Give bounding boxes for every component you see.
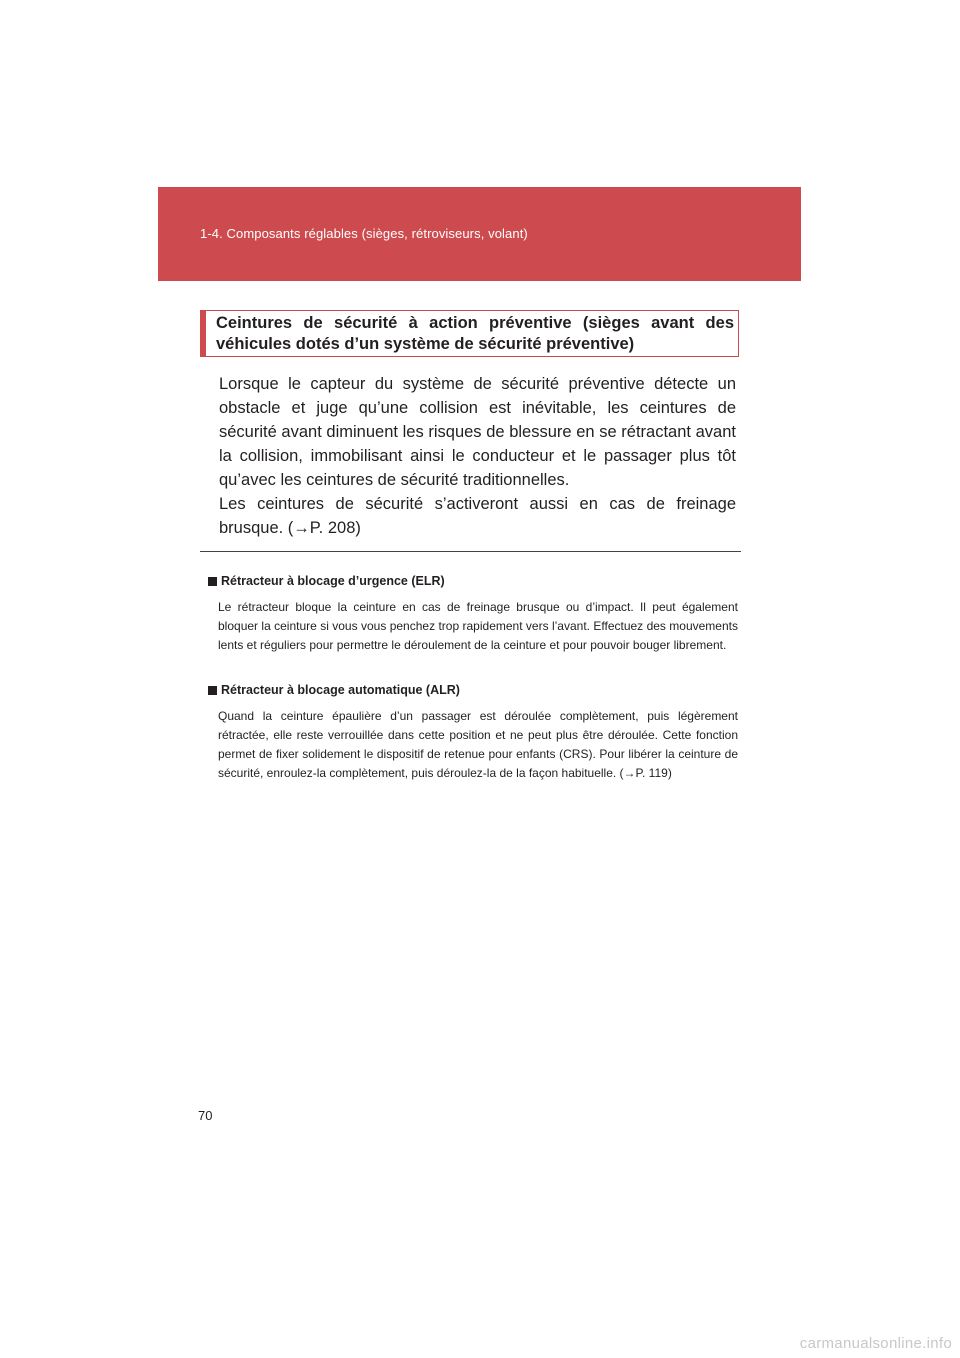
page-number: 70 bbox=[198, 1108, 213, 1123]
note-title: Rétracteur à blocage d’urgence (ELR) bbox=[221, 574, 445, 588]
note-body: Quand la ceinture épaulière d’un passager est déroulée complètement, puis légèrement rétractée, elle reste verrouillée dans cette position et ne peut plus être déroulée. Cette fonction permet de fixer solidement le dispositif de retenue pour enfants (CRS). Pour libérer la ceinture de sécurité, enroulez-la complètement, puis déroulez-la de la façon habituelle. (→P. 119) bbox=[218, 709, 738, 780]
section-title-box bbox=[200, 310, 739, 357]
chapter-header-band bbox=[158, 187, 801, 281]
square-bullet-icon bbox=[208, 686, 217, 695]
note-title: Rétracteur à blocage automatique (ALR) bbox=[221, 683, 460, 697]
watermark: carmanualsonline.info bbox=[799, 1335, 952, 1352]
chapter-title: 1-4. Composants réglables (sièges, rétroviseurs, volant) bbox=[200, 226, 528, 241]
note-alr bbox=[208, 682, 738, 783]
section-title-accent-bar bbox=[200, 310, 206, 357]
section-divider bbox=[200, 551, 741, 552]
note-elr bbox=[208, 573, 738, 655]
section-title: Ceintures de sécurité à action préventive (sièges avant des véhicules dotés d’un système de sécurité préventive) bbox=[216, 314, 734, 353]
section-paragraph-1: Lorsque le capteur du système de sécurité préventive détecte un obstacle et juge qu’une collision est inévitable, les ceintures de sécurité avant diminuent les risques de blessure en se rétractant avant la collision, immobilisant ainsi le conducteur et le passager plus tôt qu’avec les ceintures de sécurité traditionnelles. bbox=[219, 375, 736, 489]
square-bullet-icon bbox=[208, 577, 217, 586]
note-body: Le rétracteur bloque la ceinture en cas de freinage brusque ou d’impact. Il peut également bloquer la ceinture si vous vous penchez trop rapidement vers l’avant. Effectuez des mouvements lents et réguliers pour permettre le déroulement de la ceinture et pour pouvoir bouger librement. bbox=[218, 600, 738, 652]
section-paragraph-2: Les ceintures de sécurité s’activeront aussi en cas de freinage brusque. (→P. 208) bbox=[219, 495, 736, 537]
section-body bbox=[219, 372, 736, 540]
